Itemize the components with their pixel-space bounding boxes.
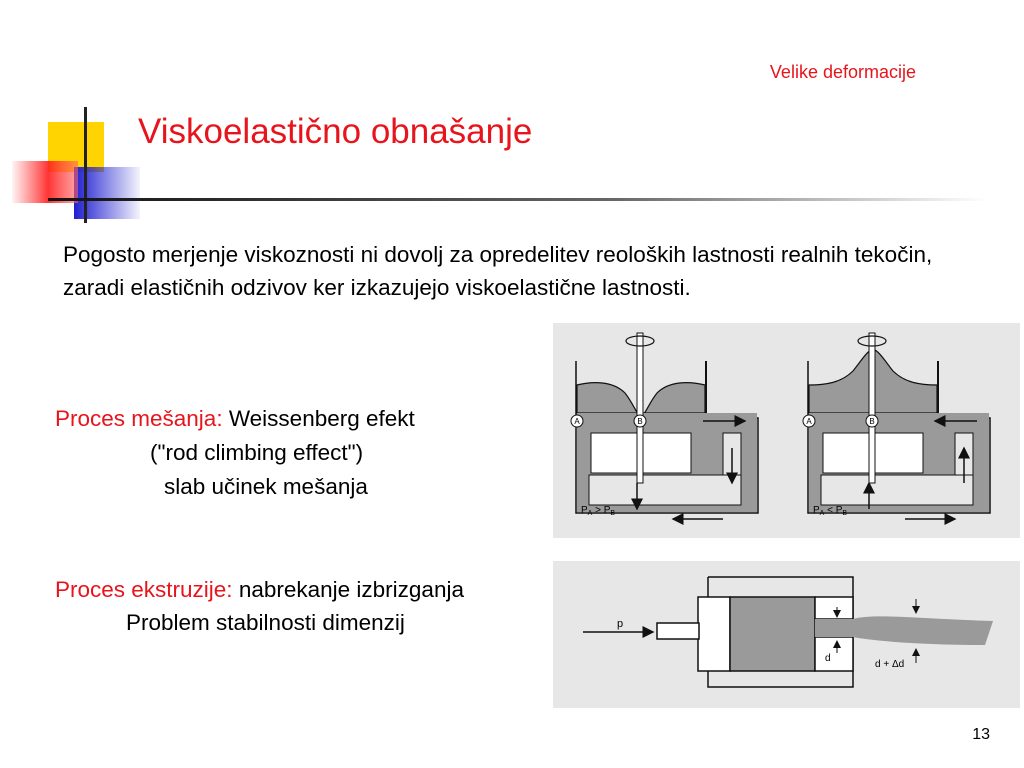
mixing-effect: Weissenberg efekt [228,406,415,431]
right-point-b: B [869,417,875,426]
mixing-figure [553,323,1020,538]
slide-number: 13 [972,726,990,743]
mixing-line-2: ("rod climbing effect") [150,440,364,465]
die-label: d [825,653,831,664]
slide-title: Viskoelastično obnašanje [138,112,533,151]
mixer-left-diagram [571,333,758,519]
extrusion-line-2: Problem stabilnosti dimenzij [126,610,405,635]
right-point-a: A [806,417,812,426]
section-tag: Velike deformacije [769,62,916,82]
mixing-line-3: slab učinek mešanja [164,474,368,499]
pressure-label: p [617,618,624,630]
left-pressure-relation: $P_A > P_B$ [581,505,616,517]
swell-label: d + Δd [875,659,905,670]
extrusion-line-1 [55,573,464,606]
left-point-b: B [637,417,643,426]
mixing-label: Proces mešanja: [55,406,223,431]
intro-paragraph: Pogosto merjenje viskoznosti ni dovolj za opredelitev reoloških lastnosti realnih tekočin, zaradi elastičnih odzivov ker izkazujejo viskoelastične lastnosti. [63,242,933,300]
mixer-right-diagram [803,333,990,519]
right-pressure-relation: $P_A < P_B$ [813,505,848,517]
left-point-a: A [574,417,580,426]
extrusion-effect: nabrekanje izbrizganja [238,577,464,602]
mixing-line-1 [55,402,415,435]
extrusion-figure [553,561,1020,708]
extrusion-label: Proces ekstruzije: [55,577,233,602]
